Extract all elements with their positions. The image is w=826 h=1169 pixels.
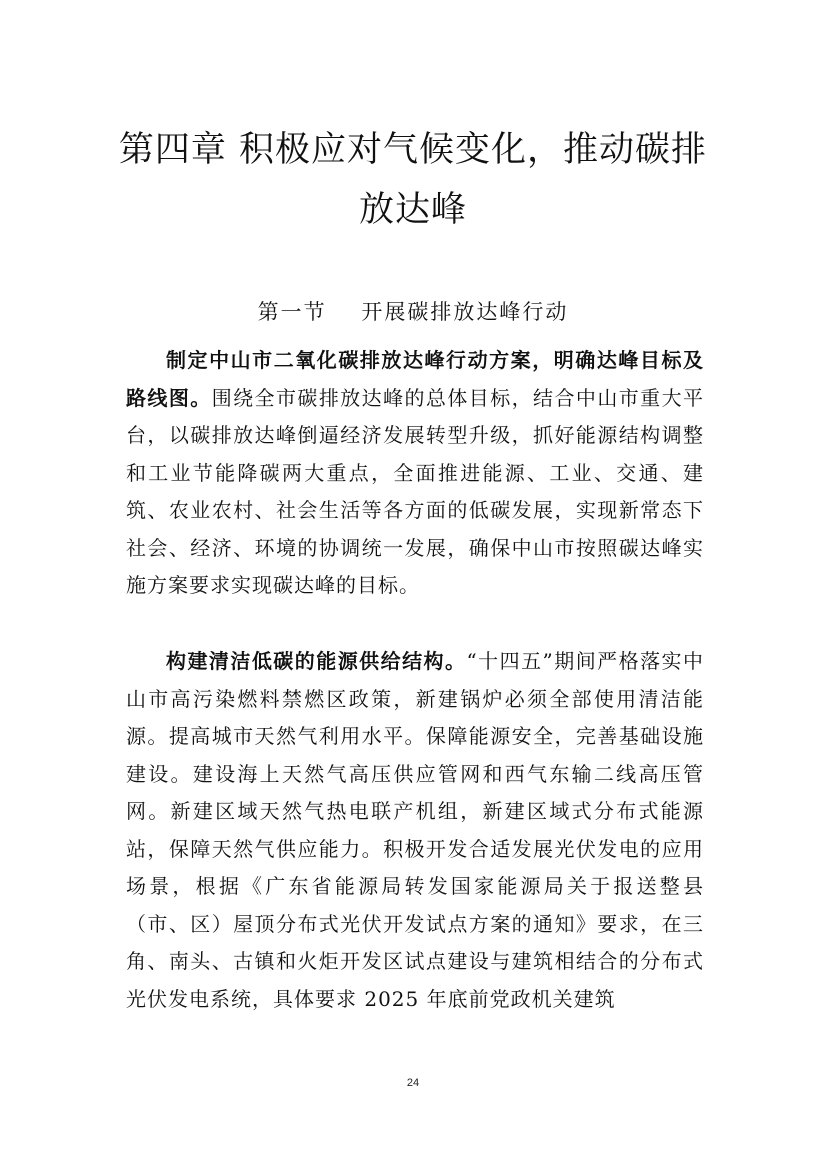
paragraph-body: “十四五”期间严格落实中山市高污染燃料禁燃区政策，新建锅炉必须全部使用清洁能源。提高城市天然气利用水平。保障能源安全，完善基础设施建设。建设海上天然气高压供应管网和西气东输二线高压管网。新建区域天然气热电联产机组，新建区域式分布式能源站，保障天然气供应能力。积极开发合适发展光伏发电的应用场景，根据《广东省能源局转发国家能源局关于报送整县（市、区）屋顶分布式光伏开发试点方案的通知》要求，在三角、南头、古镇和火炬开发区试点建设与建筑相结合的分布式光伏发电系统，具体要求 2025 年底前党政机关建筑 [126, 649, 704, 1011]
section-title: 第一节 开展碳排放达峰行动 [257, 300, 569, 324]
paragraph-lead: 构建清洁低碳的能源供给结构。 [166, 649, 467, 673]
paragraph-clean-energy-supply [126, 643, 704, 1018]
page-number: 24 [406, 1077, 420, 1089]
chapter-title: 第四章 积极应对气候变化，推动碳排放达峰 [118, 130, 708, 230]
paragraph-carbon-peak-plan [126, 342, 704, 605]
paragraph-body: 围绕全市碳排放达峰的总体目标，结合中山市重大平台，以碳排放达峰倒逼经济发展转型升级，抓好能源结构调整和工业节能降碳两大重点，全面推进能源、工业、交通、建筑、农业农村、社会生活等各方面的低碳发展，实现新常态下社会、经济、环境的协调统一发展，确保中山市按照碳达峰实施方案要求实现碳达峰的目标。 [126, 385, 705, 597]
paragraph-lead: 制定中山市二氧化碳排放达峰行动方案，明确达峰目标及路线图。 [126, 348, 704, 410]
